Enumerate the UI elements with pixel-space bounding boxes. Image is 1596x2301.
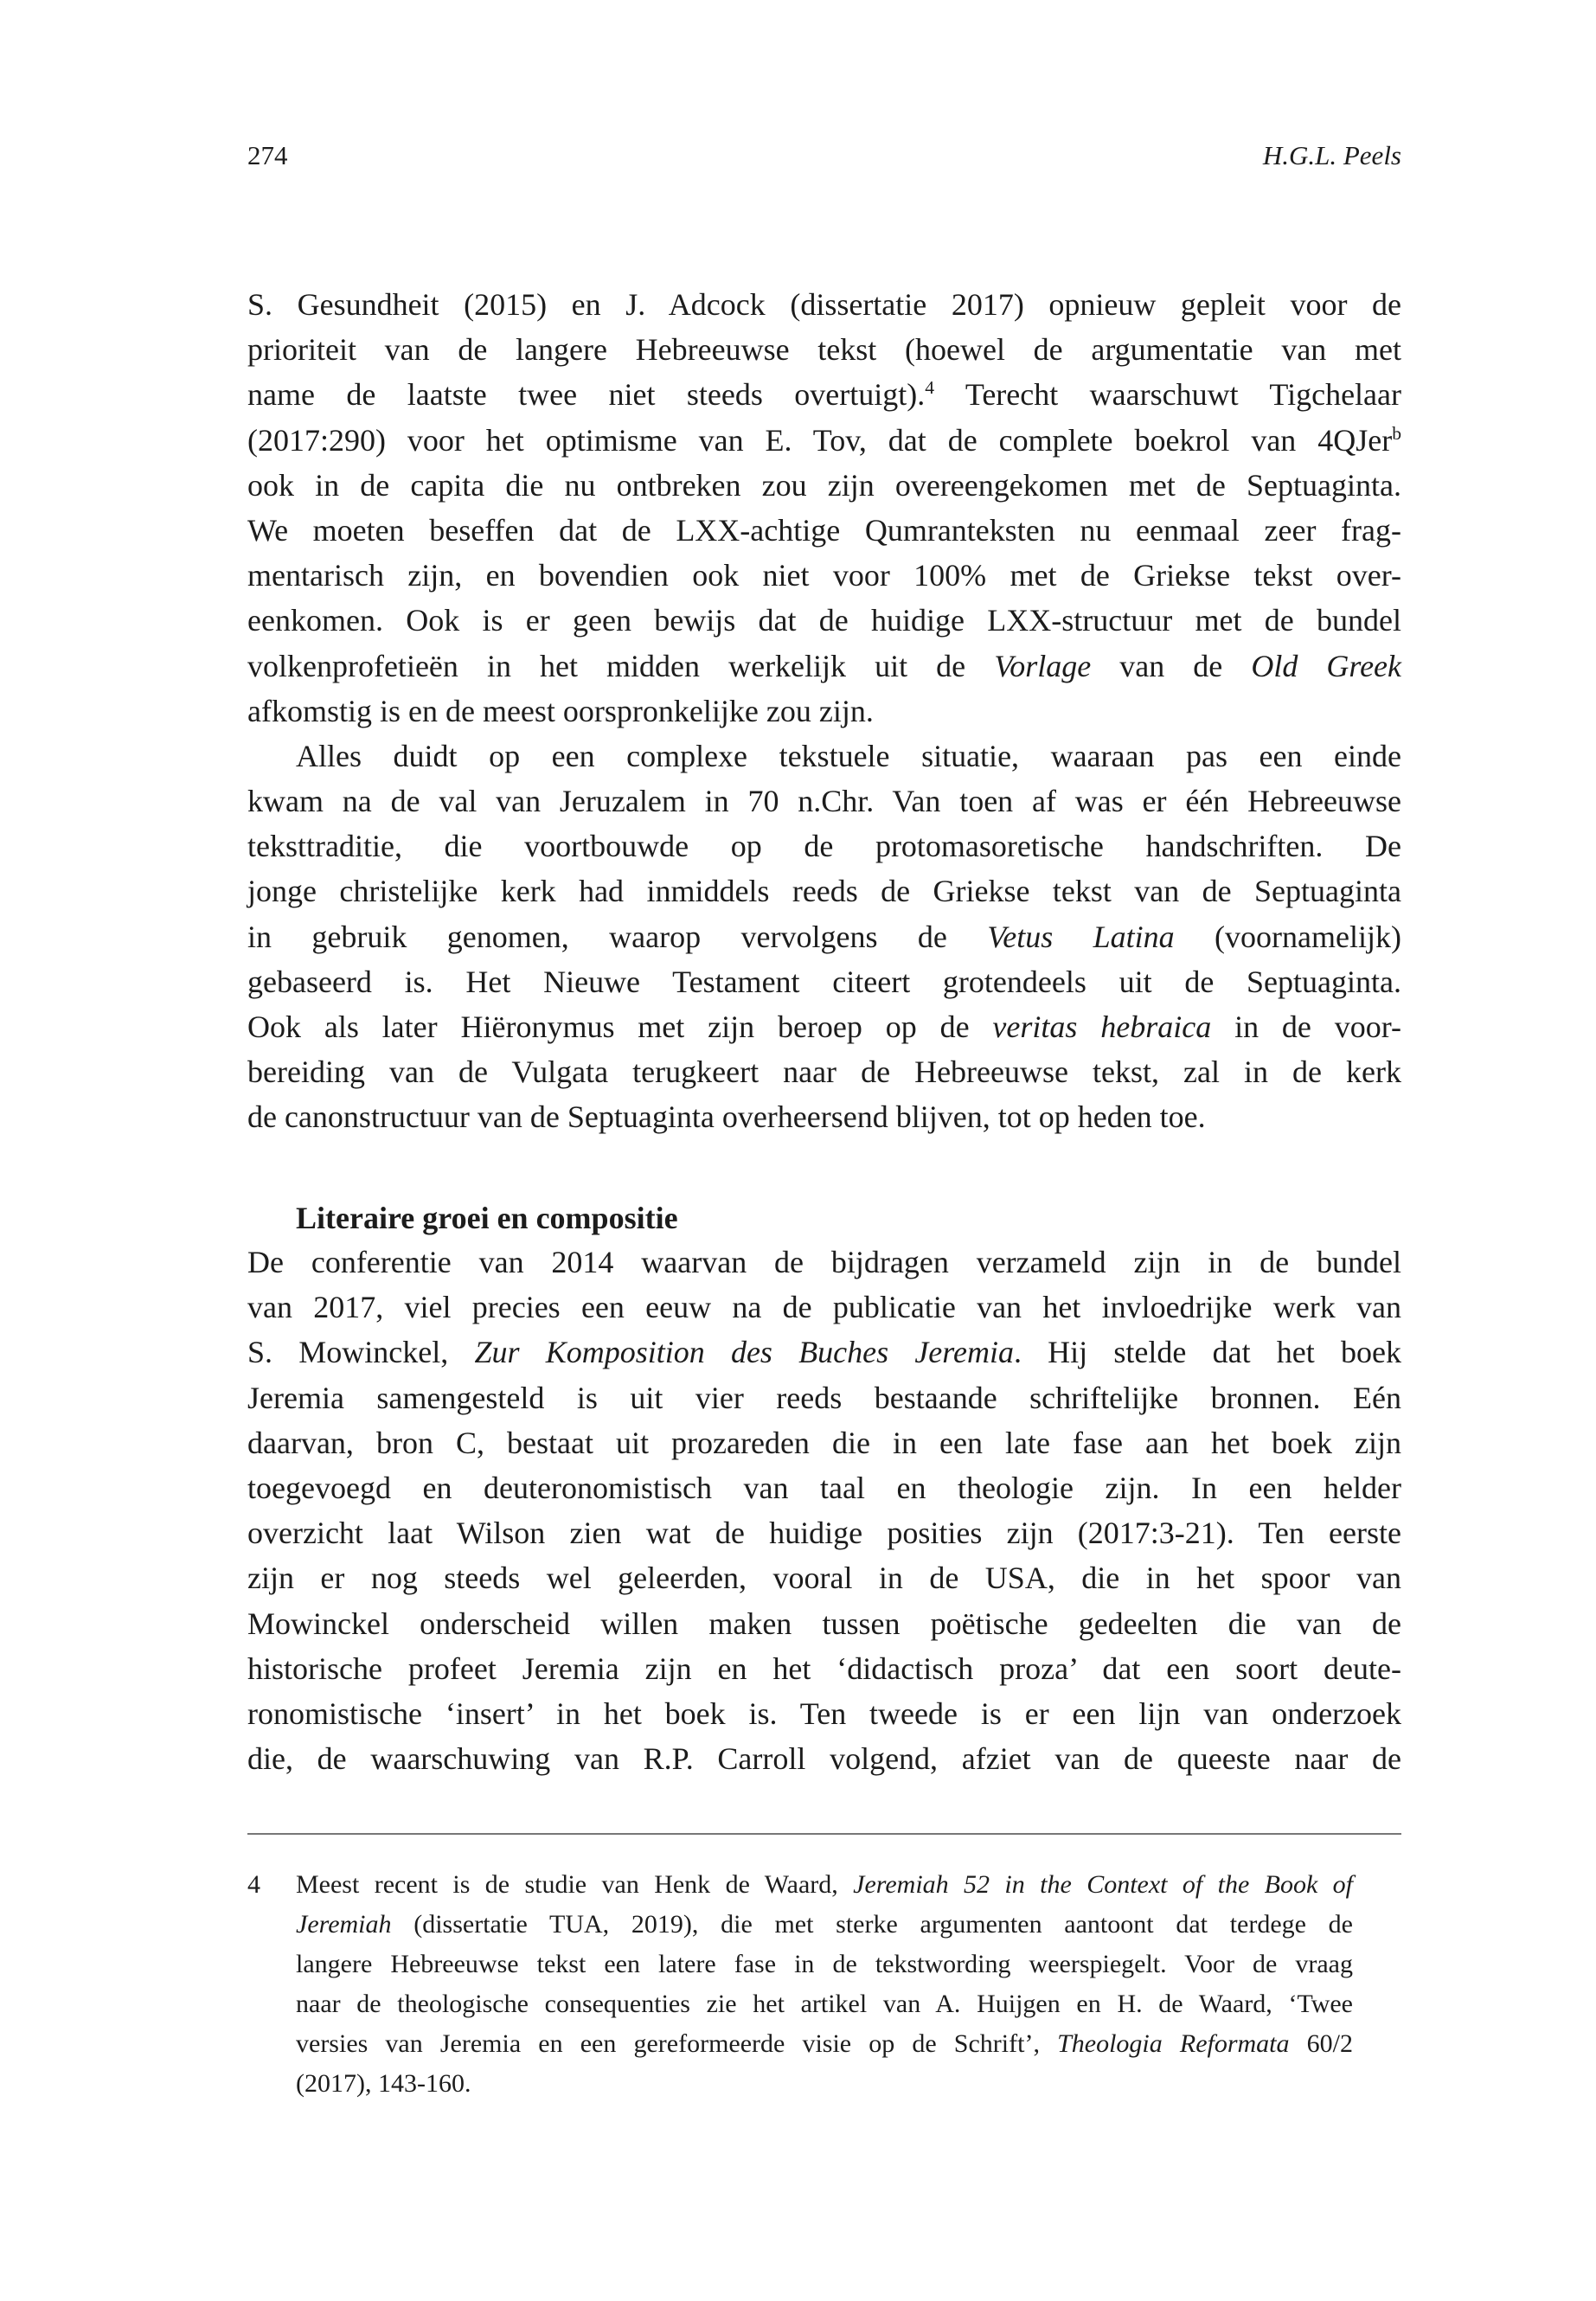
text-line (247, 868, 1401, 913)
text-line (247, 1240, 1401, 1285)
footnote-line (247, 2064, 1353, 2104)
text-line (247, 1004, 1401, 1049)
text-run: in gebruik genomen, waarop vervolgens de (247, 919, 988, 954)
footnote-line (247, 2024, 1353, 2064)
text-line (247, 463, 1401, 508)
text-line (247, 689, 1401, 734)
text-line (247, 282, 1401, 327)
text-run: kwam na de val van Jeruzalem in 70 n.Chr. Van toen af was er één Hebreeuwse (247, 784, 1401, 819)
running-head: H.G.L. Peels (1262, 140, 1401, 170)
text-line (247, 598, 1401, 643)
footnote-line (247, 1984, 1353, 2024)
text-line (247, 1555, 1401, 1600)
body-text-section (247, 1240, 1401, 1781)
text-line (247, 1601, 1401, 1646)
italic-text: Jeremiah (296, 1910, 392, 1939)
text-line (247, 1691, 1401, 1736)
text-line (247, 644, 1401, 689)
italic-text: Old Greek (1251, 648, 1402, 683)
text-line (247, 959, 1401, 1004)
text-run: langere Hebreeuwse tekst een latere fase in de tekstwording weerspiegelt. Voor de vraag (296, 1950, 1353, 1978)
text-run: die, de waarschuwing van R.P. Carroll volgend, afziet van de queeste naar de (247, 1741, 1401, 1777)
italic-text: Theologia Reformata (1057, 2029, 1290, 2058)
text-run: van 2017, viel precies een eeuw na de publicatie van het invloedrijke werk van (247, 1290, 1401, 1325)
text-run: teksttraditie, die voortbouwde op de protomasoretische handschriften. De (247, 829, 1401, 864)
text-run: bereiding van de Vulgata terugkeert naar de Hebreeuwse tekst, zal in de kerk (247, 1054, 1401, 1090)
text-run: (dissertatie TUA, 2019), die met sterke argumenten aantoont dat terdege de (391, 1910, 1353, 1939)
footnote-text (247, 1865, 1353, 2104)
italic-text: Vorlage (994, 648, 1092, 683)
text-run: historische profeet Jeremia zijn en het ‘didactisch proza’ dat een soort deute- (247, 1650, 1401, 1686)
text-run: ronomistische ‘insert’ in het boek is. Ten tweede is er een lijn van onderzoek (247, 1695, 1401, 1731)
text-line (247, 1285, 1401, 1330)
text-run: mentarisch zijn, en bovendien ook niet voor 100% met de Griekse tekst over- (247, 558, 1401, 593)
footnote-line (247, 1865, 1353, 1905)
text-run: overzicht laat Wilson zien wat de huidige posities zijn (2017:3-21). Ten eerste (247, 1516, 1401, 1551)
text-line (247, 1049, 1401, 1094)
text-line (247, 824, 1401, 868)
text-run: daarvan, bron C, bestaat uit prozareden die in een late fase aan het boek zijn (247, 1425, 1401, 1460)
footnote-line (247, 1945, 1353, 1984)
text-run: volkenprofetieën in het midden werkelijk uit de (247, 648, 995, 683)
text-run: toegevoegd en deuteronomistisch van taal en theologie zijn. In een helder (247, 1470, 1401, 1505)
text-run: We moeten beseffen dat de LXX-achtige Qumranteksten nu eenmaal zeer frag- (247, 512, 1401, 548)
text-run: . Hij stelde dat het boek (1013, 1335, 1401, 1370)
paragraph (247, 282, 1401, 734)
text-run: De conferentie van 2014 waarvan de bijdragen verzameld zijn in de bundel (247, 1245, 1401, 1279)
text-line (247, 1646, 1401, 1691)
paragraph (247, 1240, 1401, 1781)
text-run: ook in de capita die nu ontbreken zou zijn overeengekomen met de Septuaginta. (247, 467, 1401, 503)
text-run: naar de theologische consequenties zie het artikel van A. Huijgen en H. de Waard, ‘Twee (296, 1990, 1353, 2018)
footnote-line (247, 1905, 1353, 1945)
text-run: Ook als later Hiëronymus met zijn beroep op de (247, 1009, 993, 1044)
text-line (247, 1465, 1401, 1510)
text-run: (voornamelijk) (1174, 919, 1401, 954)
text-run: S. Gesundheit (2015) en J. Adcock (dissertatie 2017) opnieuw gepleit voor de (247, 287, 1401, 322)
text-line (247, 1094, 1401, 1139)
text-line (247, 372, 1401, 417)
paragraph (247, 734, 1401, 1140)
text-run: zijn er nog steeds wel geleerden, vooral in de USA, die in het spoor van (247, 1561, 1401, 1596)
italic-text: Zur Komposition des Buches Jeremia (474, 1335, 1014, 1370)
text-run: Alles duidt op een complexe tekstuele situatie, waaraan pas een einde (296, 738, 1401, 773)
text-line (247, 327, 1401, 372)
text-line (247, 734, 1401, 779)
page-number: 274 (247, 140, 288, 170)
text-run: S. Mowinckel, (247, 1335, 475, 1370)
text-run: eenkomen. Ook is er geen bewijs dat de huidige LXX-structuur met de bundel (247, 603, 1401, 638)
text-run: Jeremia samengesteld is uit vier reeds bestaande schriftelijke bronnen. Eén (247, 1380, 1401, 1415)
text-run: (2017), 143-160. (296, 2069, 471, 2098)
text-run: versies van Jeremia en een gereformeerde visie op de Schrift’, (296, 2029, 1058, 2058)
text-run: name de laatste twee niet steeds overtuigt). (247, 377, 926, 413)
text-line (247, 1375, 1401, 1420)
section-heading: Literaire groei en compositie (296, 1201, 678, 1235)
footnote-divider (247, 1833, 1401, 1835)
italic-text: veritas hebraica (992, 1009, 1212, 1044)
text-line (247, 1330, 1401, 1375)
footnote-reference[interactable]: b (1392, 422, 1401, 444)
text-line (247, 914, 1401, 959)
text-line (247, 553, 1401, 598)
italic-text: Vetus Latina (987, 919, 1175, 954)
text-run: van de (1091, 648, 1252, 683)
text-run: jonge christelijke kerk had inmiddels reeds de Griekse tekst van de Septuaginta (247, 874, 1401, 909)
text-run: afkomstig is en de meest oorspronkelijke zou zijn. (247, 693, 874, 728)
text-run: in de voor- (1211, 1009, 1401, 1044)
text-run: Mowinckel onderscheid willen maken tussen poëtische gedeelten die van de (247, 1606, 1401, 1641)
text-run: Meest recent is de studie van Henk de Waard, (296, 1870, 854, 1899)
text-run: prioriteit van de langere Hebreeuwse tekst (hoewel de argumentatie van met (247, 332, 1401, 368)
text-line (247, 508, 1401, 553)
body-text-top (247, 282, 1401, 1140)
text-line (247, 1736, 1401, 1781)
italic-text: Jeremiah 52 in the Context of the Book of (853, 1870, 1354, 1899)
text-run: Terecht waarschuwt Tigchelaar (934, 377, 1401, 413)
text-line (247, 418, 1401, 463)
text-run: gebaseerd is. Het Nieuwe Testament citeert grotendeels uit de Septuaginta. (247, 964, 1401, 999)
footnote-number: 4 (247, 1870, 260, 1899)
text-line (247, 779, 1401, 824)
text-line (247, 1420, 1401, 1465)
footnote-reference[interactable]: 4 (925, 377, 935, 399)
text-run: 60/2 (1289, 2029, 1353, 2058)
text-run: de canonstructuur van de Septuaginta overheersend blijven, tot op heden toe. (247, 1099, 1206, 1135)
text-run: (2017:290) voor het optimisme van E. Tov, dat de complete boekrol van 4QJer (247, 422, 1393, 458)
text-line (247, 1510, 1401, 1555)
